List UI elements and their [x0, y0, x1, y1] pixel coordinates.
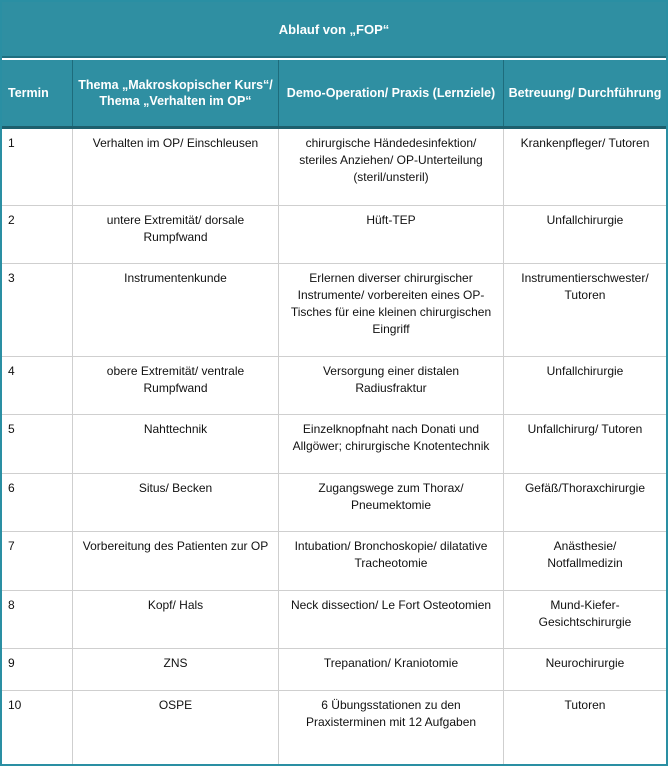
table-row [2, 415, 666, 474]
cell-betreuung-line: Neurochirurgie [545, 656, 625, 670]
cell-demo-line: Allgöwer; chirurgische Knotentechnik [292, 439, 490, 453]
cell-demo-line: Erlernen diverser chirurgischer [309, 271, 473, 285]
cell-thema-line: OSPE [158, 698, 193, 712]
cell-betreuung-line: Unfallchirurgie [546, 213, 624, 227]
cell-betreuung-line: Notfallmedizin [547, 556, 623, 570]
table-row [2, 532, 666, 591]
cell-demo-line: Trepanation/ Kraniotomie [323, 656, 459, 670]
cell-demo [279, 591, 504, 648]
cell-demo-line: steriles Anziehen/ OP-Unterteilung [299, 153, 483, 167]
table-row [2, 691, 666, 764]
cell-termin-value: 1 [8, 136, 15, 150]
cell-betreuung [504, 206, 666, 263]
header-row [2, 60, 666, 129]
cell-thema [73, 532, 279, 590]
cell-termin [2, 532, 73, 590]
cell-demo-line: Instrumente/ vorbereiten eines OP- [297, 288, 485, 302]
cell-thema [73, 691, 279, 764]
cell-thema-line: Kopf/ Hals [147, 598, 204, 612]
cell-thema [73, 206, 279, 263]
cell-demo-line: Versorgung einer distalen [322, 364, 460, 378]
cell-termin [2, 591, 73, 648]
cell-termin [2, 206, 73, 263]
cell-termin [2, 649, 73, 690]
cell-betreuung [504, 264, 666, 356]
cell-betreuung [504, 415, 666, 473]
cell-thema-line: Rumpfwand [143, 230, 208, 244]
table-row [2, 649, 666, 691]
cell-demo-line: 6 Übungsstationen zu den [321, 698, 461, 712]
cell-betreuung [504, 357, 666, 414]
cell-thema-line: Nahttechnik [143, 422, 208, 436]
cell-thema [73, 129, 279, 205]
cell-termin-value: 6 [8, 481, 15, 495]
cell-demo-line: Radiusfraktur [355, 381, 427, 395]
header-thema [73, 60, 279, 126]
cell-betreuung [504, 591, 666, 648]
cell-termin-value: 9 [8, 656, 15, 670]
cell-demo-line: Neck dissection/ Le Fort Osteotomien [290, 598, 492, 612]
cell-demo [279, 532, 504, 590]
cell-termin-value: 8 [8, 598, 15, 612]
cell-betreuung-line: Unfallchirurg/ Tutoren [527, 422, 643, 436]
cell-thema [73, 264, 279, 356]
cell-betreuung-line: Krankenpfleger/ Tutoren [520, 136, 650, 150]
table-title: Ablauf von „FOP“ [2, 2, 666, 58]
cell-demo-line: Eingriff [372, 322, 410, 336]
cell-demo-line: Praxisterminen mit 12 Aufgaben [305, 715, 477, 729]
cell-demo [279, 649, 504, 690]
cell-demo-line: Tracheotomie [354, 556, 428, 570]
cell-thema [73, 474, 279, 531]
cell-demo [279, 691, 504, 764]
cell-demo [279, 415, 504, 473]
cell-betreuung-line: Unfallchirurgie [546, 364, 624, 378]
table-row [2, 474, 666, 532]
table-row [2, 206, 666, 264]
cell-betreuung [504, 129, 666, 205]
header-thema-line2: Thema „Verhalten im OP“ [99, 94, 252, 108]
cell-thema-line: Vorbereitung des Patienten zur OP [82, 539, 269, 553]
cell-thema-line: Instrumentenkunde [124, 271, 227, 285]
cell-termin-value: 4 [8, 364, 15, 378]
cell-thema [73, 415, 279, 473]
cell-betreuung-line: Instrumentierschwester/ [521, 271, 649, 285]
cell-termin-value: 3 [8, 271, 15, 285]
cell-thema-line: Rumpfwand [143, 381, 208, 395]
cell-termin-value: 10 [8, 698, 22, 712]
header-betreuung: Betreuung/ Durchführung [508, 86, 662, 100]
cell-thema-line: Verhalten im OP/ Einschleusen [92, 136, 259, 150]
cell-demo-line: Pneumektomie [350, 498, 432, 512]
cell-termin [2, 129, 73, 205]
cell-betreuung-line: Tutoren [564, 288, 606, 302]
cell-betreuung-line: Mund-Kiefer- [550, 598, 620, 612]
cell-demo [279, 357, 504, 414]
cell-betreuung-line: Tutoren [564, 698, 606, 712]
cell-demo-line: Hüft-TEP [366, 213, 416, 227]
cell-betreuung-line: Anästhesie/ [553, 539, 617, 553]
table-row [2, 264, 666, 357]
cell-demo-line: chirurgische Händedesinfektion/ [305, 136, 477, 150]
table-row [2, 357, 666, 415]
cell-demo-line: Intubation/ Bronchoskopie/ dilatative [294, 539, 488, 553]
cell-thema-line: obere Extremität/ ventrale [106, 364, 245, 378]
cell-demo [279, 206, 504, 263]
cell-thema [73, 649, 279, 690]
cell-demo-line: Tisches für eine kleinen chirurgischen [290, 305, 492, 319]
table-row [2, 591, 666, 649]
cell-demo-line: Einzelknopfnaht nach Donati und [302, 422, 480, 436]
table-row [2, 129, 666, 206]
header-termin: Termin [2, 60, 73, 126]
cell-betreuung [504, 532, 666, 590]
header-demo: Demo-Operation/ Praxis (Lernziele) [279, 60, 504, 126]
cell-demo [279, 129, 504, 205]
cell-betreuung-line: Gesichtschirurgie [538, 615, 632, 629]
cell-termin [2, 474, 73, 531]
cell-termin [2, 357, 73, 414]
cell-termin [2, 691, 73, 764]
cell-thema-line: ZNS [163, 656, 188, 670]
cell-thema [73, 591, 279, 648]
cell-thema-line: Situs/ Becken [138, 481, 213, 495]
cell-demo [279, 264, 504, 356]
cell-thema-line: untere Extremität/ dorsale [106, 213, 245, 227]
cell-thema [73, 357, 279, 414]
cell-demo-line: Zugangswege zum Thorax/ [318, 481, 464, 495]
cell-betreuung [504, 474, 666, 531]
cell-termin-value: 5 [8, 422, 15, 436]
cell-demo-line: (steril/unsteril) [353, 170, 429, 184]
cell-termin [2, 415, 73, 473]
header-thema-line1: Thema „Makroskopischer Kurs“/ [78, 78, 273, 92]
cell-termin-value: 2 [8, 213, 15, 227]
cell-termin-value: 7 [8, 539, 15, 553]
cell-betreuung [504, 691, 666, 764]
cell-betreuung-line: Gefäß/Thoraxchirurgie [524, 481, 646, 495]
cell-termin [2, 264, 73, 356]
cell-demo [279, 474, 504, 531]
cell-betreuung [504, 649, 666, 690]
